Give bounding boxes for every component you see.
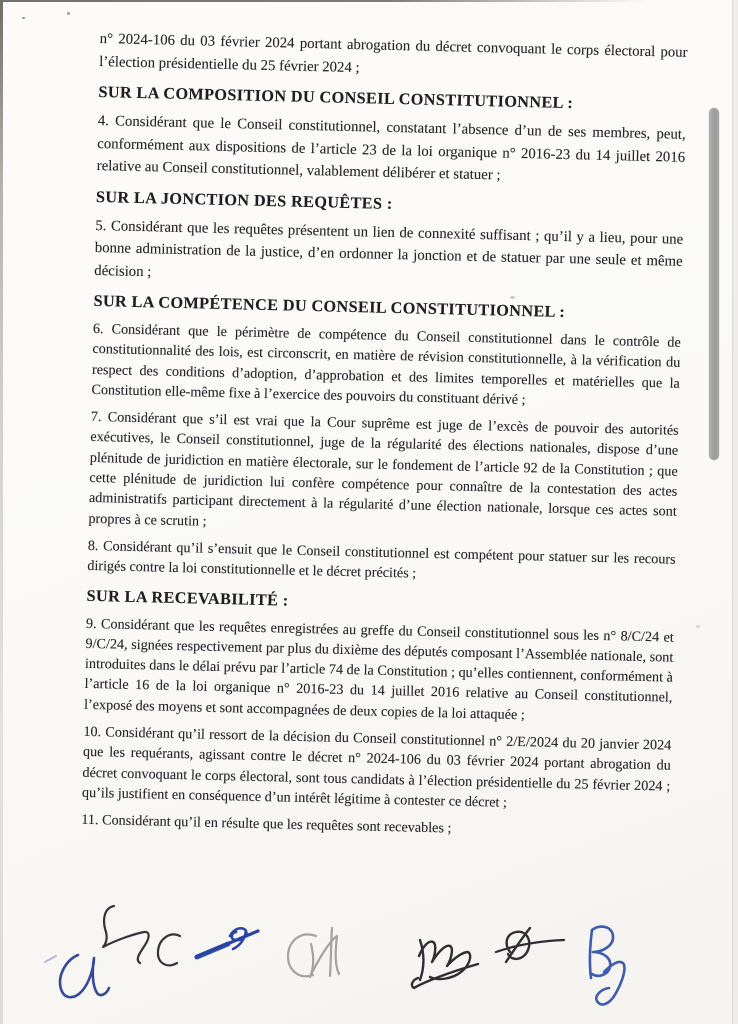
- paragraph-9: 9. Considérant que les requêtes enregistrées au greffe du Conseil constitutionnel sous les n° 8/C/24 et 9/C/24, signées respectivement par plus du dixième des députés composant l’Assemblée nationale, sont introduites dans le délai prévu par l’article 74 de la Constitution ; qu’elles contiennent, conformément à l’article 16 de la loi organique n° 2016-23 du 14 juillet 2016 relative au Conseil constitutionnel, l’exposé des moyens et sont accompagnées de deux copies de la loi attaquée ;: [83, 615, 674, 723]
- signature-4-ink: [288, 928, 339, 977]
- section-heading-competence: SUR LA COMPÉTENCE DU CONSEIL CONSTITUTIONNEL :: [93, 291, 566, 322]
- paragraph-4: 4. Considérant que le Conseil constitutionnel, constatant l’absence d’un de ses membres, peut, conformément aux dispositions de l’article 23 de la loi organique n° 2016-23 du 14 juillet 2016 relative au Conseil constitutionnel, valablement délibérer et statuer ;: [96, 112, 686, 184]
- signature-3-ink: [196, 928, 258, 957]
- document-text: [81, 28, 688, 851]
- section-heading-composition: SUR LA COMPOSITION DU CONSEIL CONSTITUTIONNEL :: [98, 82, 574, 113]
- page-right-gutter: [733, 0, 738, 1024]
- paragraph-10: 10. Considérant qu’il ressort de la décision du Conseil constitutionnel n° 2/E/2024 du 20 janvier 2024 que les requérants, agissant contre le décret n° 2024-106 du 03 février 2024 portant abrogation du décret convoquant le corps électoral, sont tous candidats à l’élection présidentielle du 25 février 2024 ; qu’ils justifient en conséquence d’un intérêt légitime à contester ce décret ;: [81, 723, 672, 811]
- scrollbar-thumb[interactable]: [709, 108, 719, 460]
- paragraph-6: 6. Considérant que le périmètre de compétence du Conseil constitutionnel dans le contrôle de constitutionnalité des lois, est circonscrit, en matière de révision constitutionnelle, à la vérification du respect des conditions d’adoption, d’approbation et des limites temporelles et matérielles que la Constitution elle-même fixe à l’exercice des pouvoirs du constituant dérivé ;: [91, 320, 681, 409]
- scan-top-edge-artifact: [0, 0, 648, 2]
- signature-5-ink: [412, 928, 564, 988]
- signature-2-ink: [103, 906, 180, 965]
- section-heading-jonction: SUR LA JONCTION DES REQUÊTES :: [95, 187, 393, 213]
- paragraph-continuation: n° 2024-106 du 03 février 2024 portant abrogation du décret convoquant le corps électoral pour l’élection présidentielle du 25 février 2024 ;: [99, 30, 688, 76]
- scan-speck: [67, 12, 70, 15]
- section-heading-recevabilite: SUR LA RECEVABILITÉ :: [86, 586, 289, 610]
- signature-1-ink: [45, 955, 109, 997]
- paragraph-5: 5. Considérant que les requêtes présentent un lien de connexité suffisant ; qu’il y a lieu, pour une bonne administration de la justice, d’en ordonner la jonction et de statuer par une seule et même décision ;: [94, 217, 684, 280]
- document-text-upper: [94, 28, 688, 296]
- scan-speck: [696, 625, 700, 628]
- paragraph-7: 7. Considérant que s’il est vrai que la Cour suprême est juge de l’excès de pouvoir des autorités exécutives, le Conseil constitutionnel, juge de la régularité des élections nationales, dispose d’une plénitude de juridiction en matière électorale, sur le fondement de l’article 92 de la Constitution ; que cette plénitude de juridiction lui confère compétence pour connaître de la contestation des actes administratifs participant directement à la régularité d’une élection nationale, lorsque ces actes sont propres à ce scrutin ;: [88, 409, 679, 530]
- scan-left-edge-artifact: [0, 0, 3, 1024]
- paragraph-8: 8. Considérant qu’il s’ensuit que le Conseil constitutionnel est compétent pour statuer sur les recours dirigés contre la loi constitutionnelle et le décret précités ;: [87, 537, 676, 582]
- scan-speck: [22, 17, 25, 19]
- signature-6-ink: [590, 927, 625, 1005]
- paragraph-11: 11. Considérant qu’il en résulte que les requêtes sont recevables ;: [81, 812, 452, 837]
- signatures-row: [0, 900, 733, 1024]
